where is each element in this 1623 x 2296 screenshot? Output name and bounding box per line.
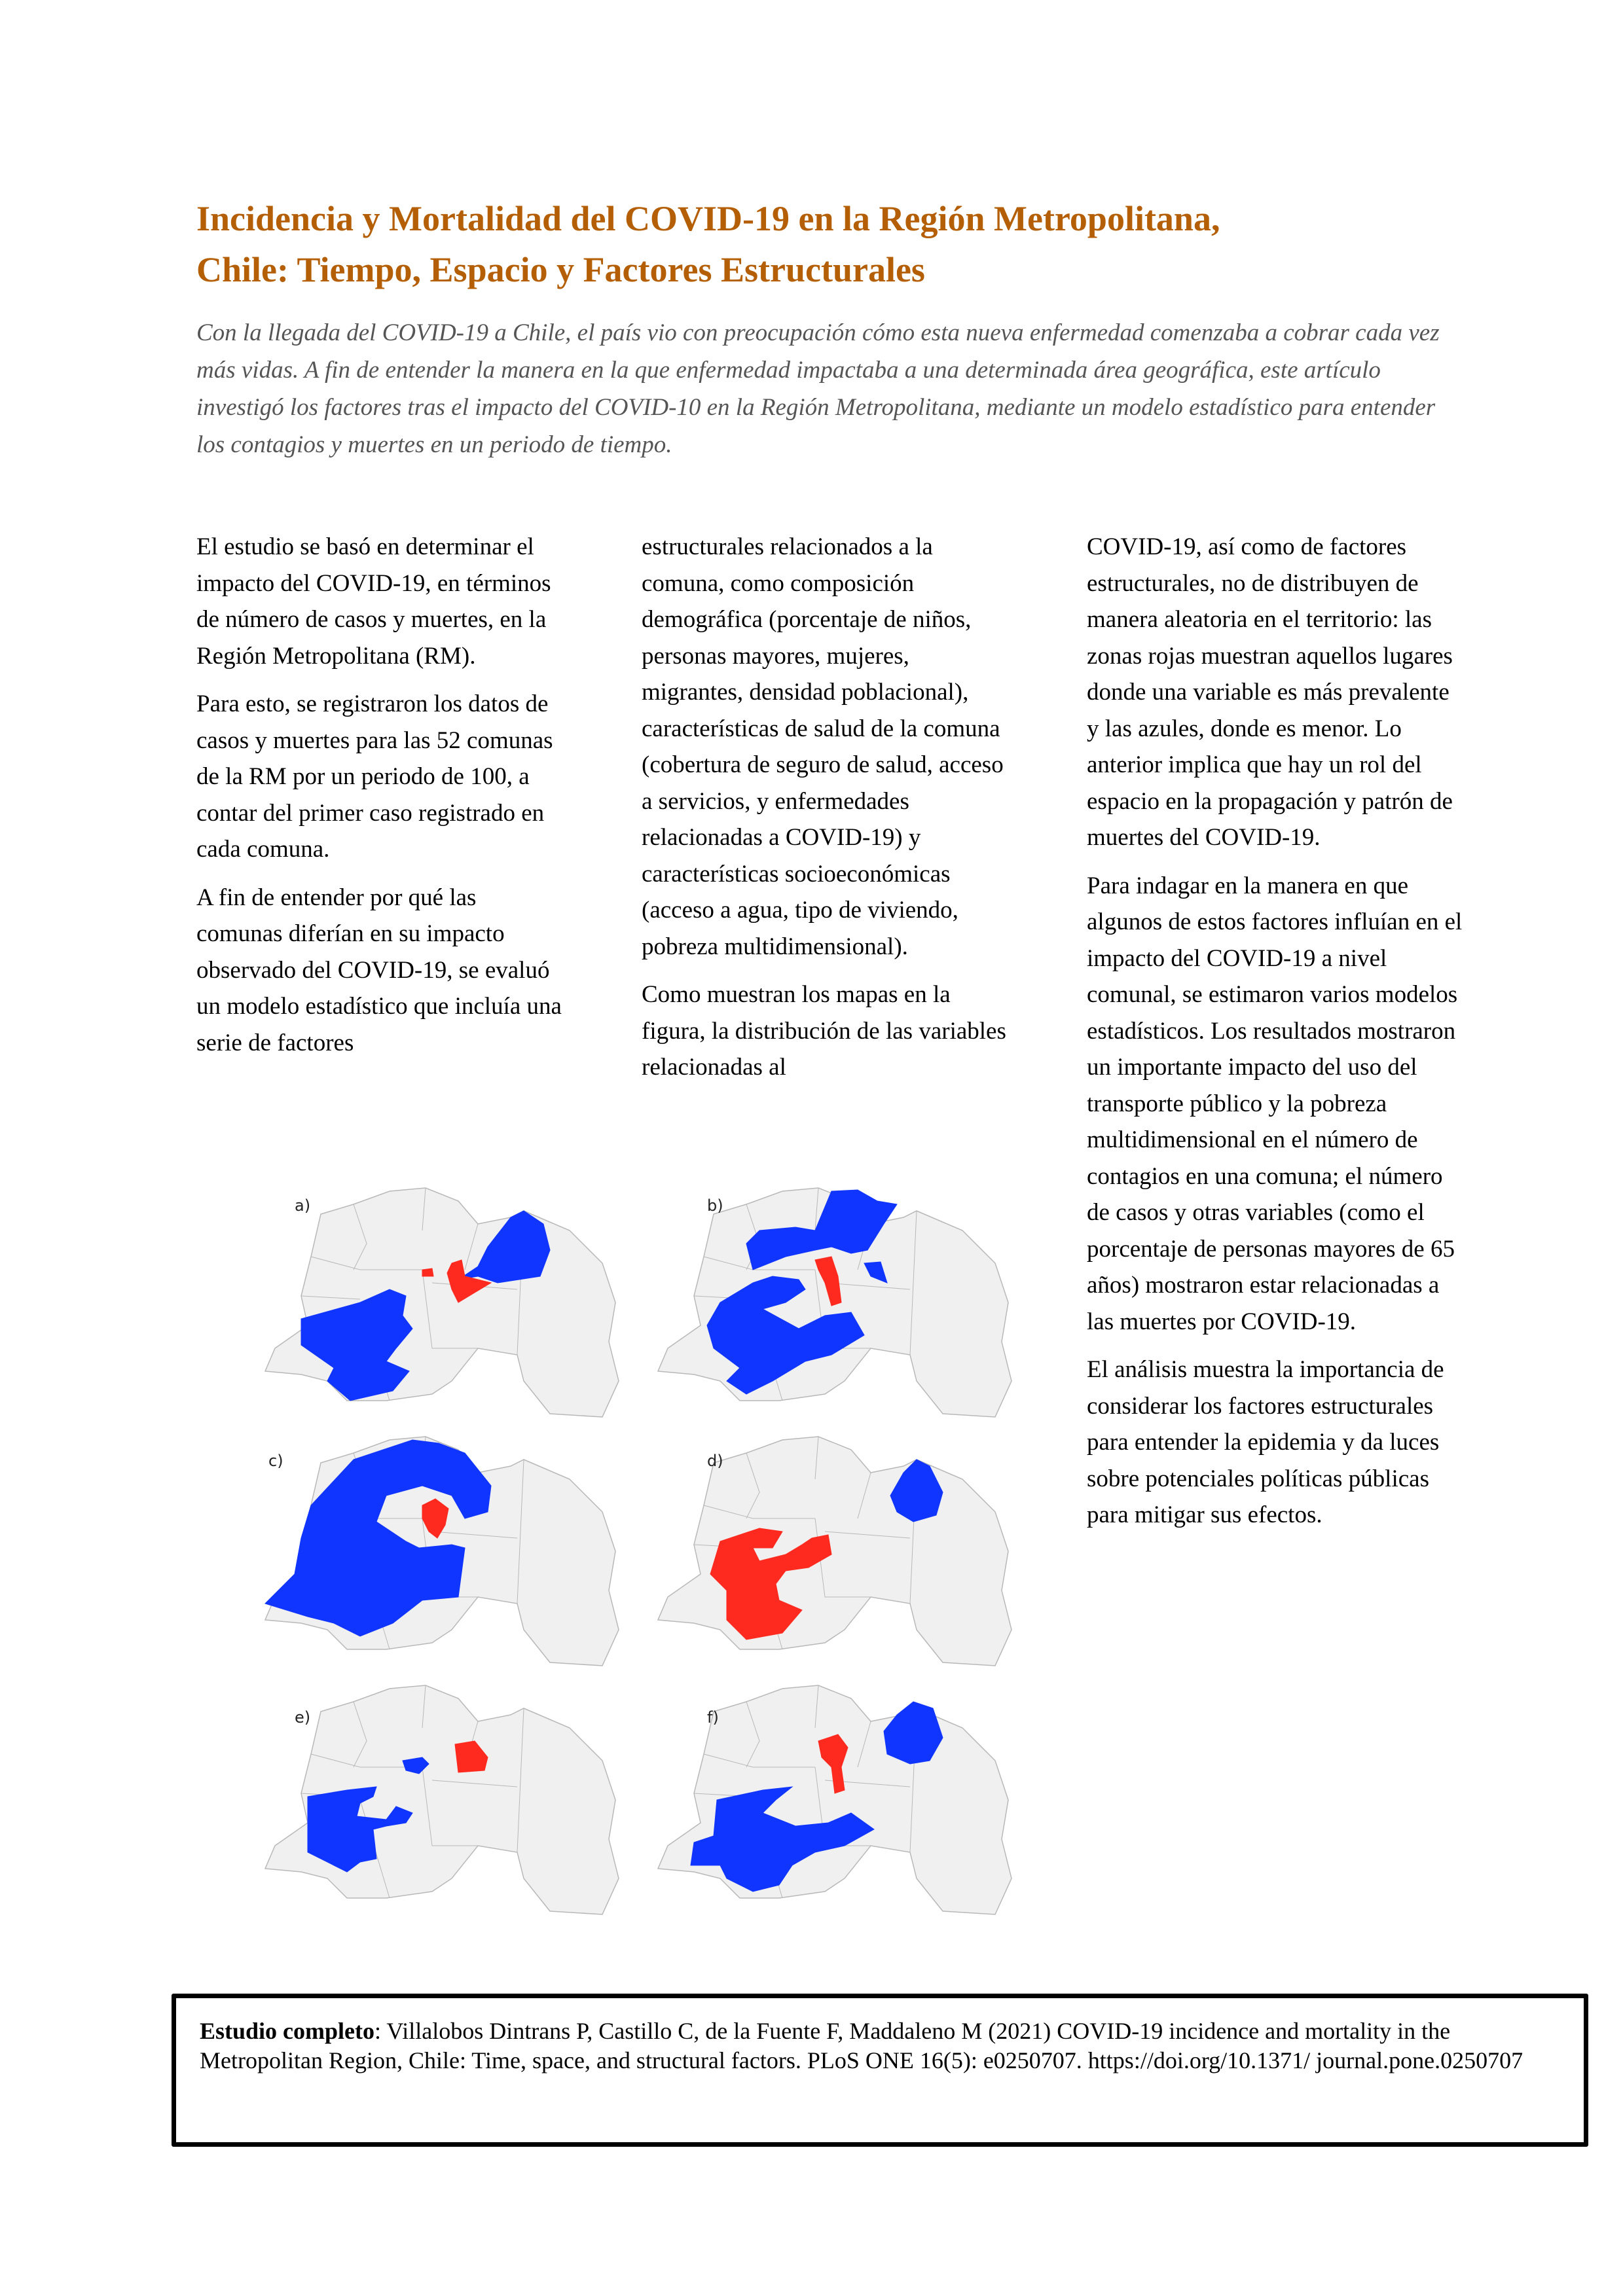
region-outline <box>265 1188 619 1417</box>
map-figure <box>262 1185 1021 1918</box>
article-title <box>196 193 1473 295</box>
text-column-2 <box>642 529 1008 1098</box>
map-label: f) <box>707 1708 719 1727</box>
map-label: c) <box>268 1452 283 1470</box>
text-column-3 <box>1087 529 1467 1545</box>
map-a <box>262 1185 629 1420</box>
map-c <box>262 1433 629 1669</box>
paragraph: Como muestran los mapas en la figura, la distribución de las variables relacionadas al <box>642 981 1006 1081</box>
paragraph: Para esto, se registraron los datos de casos y muertes para las 52 comunas de la RM por un periodo de 100, a contar del primer caso registrado en cada comuna. <box>196 691 553 863</box>
text-column-1 <box>196 529 563 1073</box>
map-panel-d <box>655 1433 1021 1669</box>
title-line-2: Chile: Tiempo, Espacio y Factores Estructurales <box>196 250 925 289</box>
paragraph: COVID-19, así como de factores estructurales, no de distribuyen de manera aleatoria en el territorio: las zonas rojas muestran aquellos lugares donde una variable es más prevalente y las azules, donde es menor. Lo anterior implica que hay un rol del espacio en la propagación y patrón de muertes del COVID-19. <box>1087 533 1453 851</box>
map-b <box>655 1185 1021 1420</box>
paragraph: El estudio se basó en determinar el impacto del COVID-19, en términos de número de casos y muertes, en la Región Metropolitana (RM). <box>196 533 551 670</box>
map-panel-c <box>262 1433 629 1669</box>
map-label: b) <box>707 1196 723 1215</box>
high-prevalence-zone <box>422 1268 433 1276</box>
paragraph: El análisis muestra la importancia de considerar los factores estructurales para entender la epidemia y da luces sobre potenciales políticas públicas para mitigar sus efectos. <box>1087 1356 1444 1528</box>
map-label: e) <box>295 1708 311 1727</box>
map-e <box>262 1682 629 1918</box>
paragraph: estructurales relacionados a la comuna, como composición demográfica (porcentaje de niños, personas mayores, mujeres, migrantes, densidad poblacional), características de salud de la comuna (cobertura de seguro de salud, acceso a servicios, y enfermedades relacionadas a COVID-19) y características socioeconómicas (acceso a agua, tipo de viviendo, pobreza multidimensional). <box>642 533 1004 960</box>
citation-label: Estudio completo <box>200 2018 375 2044</box>
map-panel-e <box>262 1682 629 1918</box>
title-line-1: Incidencia y Mortalidad del COVID-19 en la Región Metropolitana, <box>196 199 1220 238</box>
map-label: a) <box>295 1196 311 1215</box>
citation-box <box>172 1994 1588 2147</box>
citation <box>200 2017 1558 2075</box>
map-label: d) <box>707 1452 723 1470</box>
map-panel-b <box>655 1185 1021 1420</box>
citation-text: : Villalobos Dintrans P, Castillo C, de la Fuente F, Maddaleno M (2021) COVID-19 incidence and mortality in the Metropolitan Region, Chile: Time, space, and structural factors. PLoS ONE 16(5): e0250707. https://doi.org/10.1371/ journal.pone.0250707 <box>200 2018 1523 2073</box>
region-outline <box>658 1437 1012 1666</box>
article-subtitle: Con la llegada del COVID-19 a Chile, el país vio con preocupación cómo esta nueva enfermedad comenzaba a cobrar cada vez más vidas. A fin de entender la manera en la que enfermedad impactaba a una determinada área geográfica, este artículo investigó los factores tras el impacto del COVID-10 en la Región Metropolitana, mediante un modelo estadístico para entender los contagios y muertes en un periodo de tiempo. <box>196 319 1440 458</box>
paragraph: Para indagar en la manera en que algunos de estos factores influían en el impacto del COVID-19 a nivel comunal, se estimaron varios modelos estadísticos. Los resultados mostraron un importante impacto del uso del transporte público y la pobreza multidimensional en el número de contagios en una comuna; el número de casos y otras variables (como el porcentaje de personas mayores de 65 años) mostraron estar relacionadas a las muertes por COVID-19. <box>1087 872 1463 1335</box>
paragraph: A fin de entender por qué las comunas diferían en su impacto observado del COVID-19, se evaluó un modelo estadístico que incluía una serie de factores <box>196 884 562 1056</box>
map-panel-f <box>655 1682 1021 1918</box>
map-panel-a <box>262 1185 629 1420</box>
